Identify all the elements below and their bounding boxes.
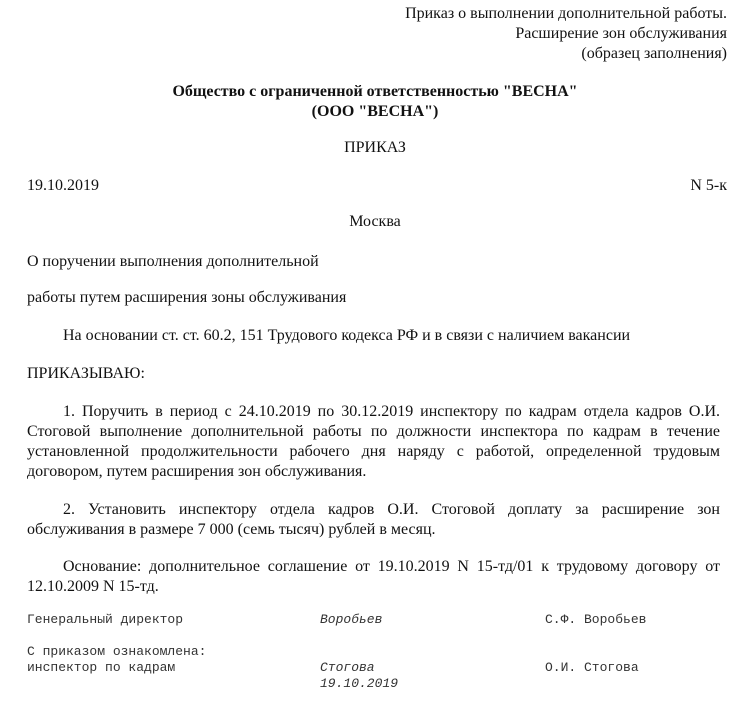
employee-sign-date: 19.10.2019 [320, 676, 399, 691]
director-signature: Воробьев [320, 612, 383, 627]
basis-doc-line: Основание: дополнительное соглашение от 19.10.2019 N 15-тд/01 к трудовому договору от [63, 558, 720, 575]
ack-label: С приказом ознакомлена: [27, 644, 207, 659]
basis-text: На основании ст. ст. 60.2, 151 Трудового кодекса РФ и в связи с наличием вакансии [63, 327, 631, 344]
header-line: Расширение зон обслуживания [515, 25, 727, 42]
header-line: Приказ о выполнении дополнительной работы. [405, 5, 727, 22]
order-word: ПРИКАЗЫВАЮ: [27, 365, 145, 382]
subject-line: работы путем расширения зоны обслуживания [27, 289, 347, 306]
doc-type: ПРИКАЗ [344, 139, 406, 156]
director-title: Генеральный директор [27, 612, 184, 627]
item-1-line: установленной продолжительности рабочего дня наряду с работой, определенной трудовым [27, 443, 720, 460]
employee-name: О.И. Стогова [545, 660, 639, 675]
employee-signature: Стогова [320, 660, 375, 675]
item-1-line: Стоговой выполнение дополнительной работы по должности инспектора по кадрам в течение [27, 423, 720, 440]
item-1-line: договором, путем расширения зон обслуживания. [27, 463, 367, 480]
header-line: (образец заполнения) [581, 45, 727, 62]
order-number: N 5-к [690, 177, 727, 194]
subject-line: О поручении выполнения дополнительной [27, 253, 319, 270]
item-2-line: обслуживания в размере 7 000 (семь тысяч) рублей в месяц. [27, 521, 436, 538]
city: Москва [349, 213, 401, 230]
org-name: Общество с ограниченной ответственностью "ВЕСНА" [172, 83, 578, 100]
item-2-line: 2. Установить инспектору отдела кадров О.И. Стоговой доплату за расширение зон [63, 501, 720, 518]
item-1-line: 1. Поручить в период с 24.10.2019 по 30.12.2019 инспектору по кадрам отдела кадров О.И. [63, 403, 720, 420]
basis-doc-line: 12.10.2009 N 15-тд. [27, 578, 159, 595]
order-date: 19.10.2019 [27, 177, 99, 194]
employee-title: инспектор по кадрам [27, 660, 176, 675]
director-name: С.Ф. Воробьев [545, 612, 647, 627]
org-short-name: (ООО "ВЕСНА") [311, 103, 439, 120]
